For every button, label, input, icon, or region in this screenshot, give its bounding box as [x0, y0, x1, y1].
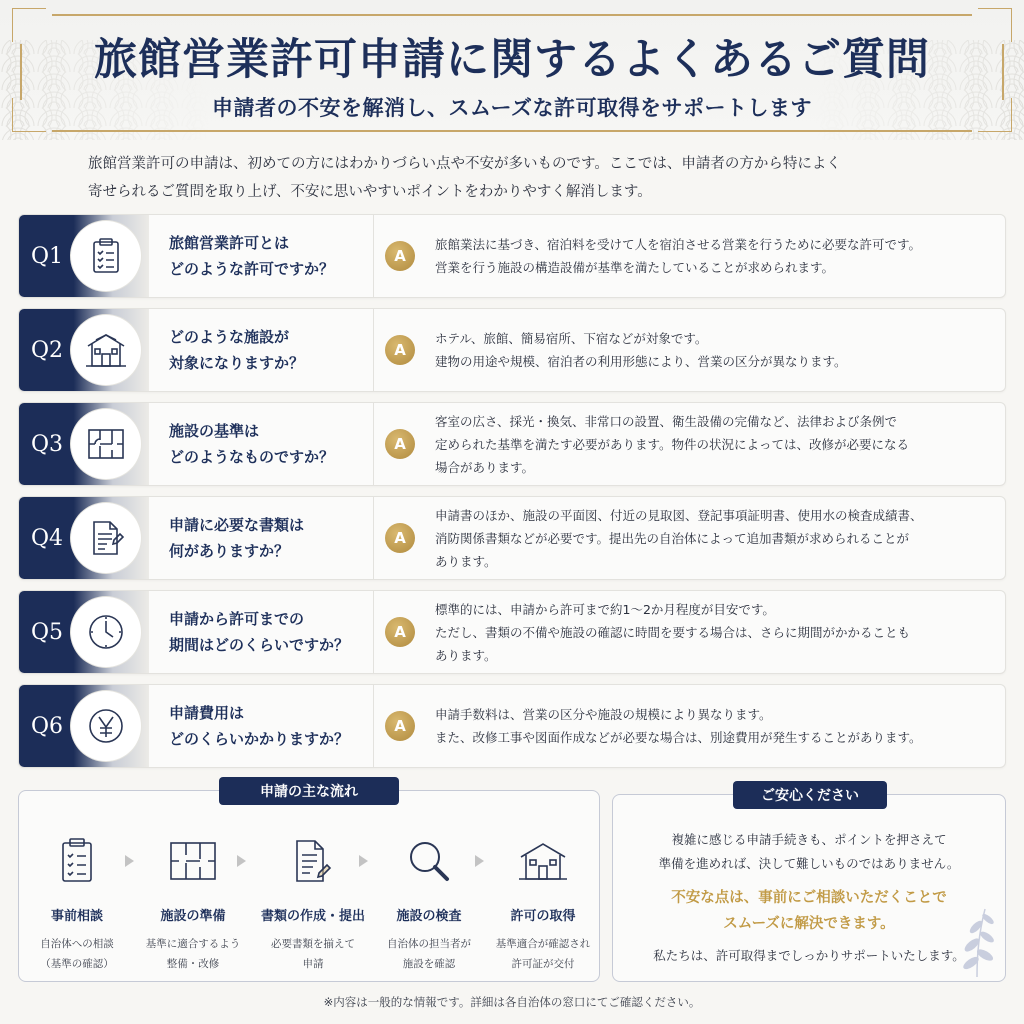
- answer-line: 消防関係書類などが必要です。提出先の自治体によって追加書類が求められることが: [435, 530, 910, 546]
- document-pen-icon: [253, 831, 373, 891]
- intro-line: 寄せられるご質問を取り上げ、不安に思いやすいポイントをわかりやすく解消します。: [88, 184, 652, 200]
- answer-badge: A: [385, 523, 415, 553]
- step-desc-line: 申請: [302, 958, 324, 970]
- step-desc: [369, 934, 489, 974]
- answer-text: [435, 215, 1000, 297]
- page-header: [0, 0, 1024, 140]
- divider: [373, 403, 374, 485]
- question-line: どのくらいかかりますか？: [169, 730, 350, 748]
- document-pen-icon: [71, 503, 141, 573]
- inn-building-icon: [483, 831, 603, 891]
- answer-badge: A: [385, 241, 415, 271]
- reassure-text: 私たちは、許可取得までしっかりサポートいたします。: [653, 948, 965, 963]
- leaf-sprig-icon: [955, 903, 999, 979]
- step-desc-line: 基準に適合するよう: [145, 938, 241, 950]
- answer-line: ホテル、旅館、簡易宿所、下宿などが対象です。: [435, 331, 708, 346]
- faq-item-q4[interactable]: [18, 496, 1006, 580]
- question-text: [169, 215, 374, 297]
- question-number: Q6: [30, 713, 64, 739]
- reassure-heading: ご安心ください: [733, 781, 887, 809]
- answer-badge: A: [385, 617, 415, 647]
- step-desc-line: 基準適合が確認され: [495, 938, 591, 950]
- question-text: [169, 497, 374, 579]
- question-text: [169, 309, 374, 391]
- answer-text: [435, 403, 1000, 485]
- inn-building-icon: [71, 315, 141, 385]
- flow-step: [17, 831, 137, 974]
- question-line: 対象になりますか？: [169, 354, 305, 372]
- answer-line: 建物の用途や規模、宿泊者の利用形態により、営業の区分が異なります。: [435, 354, 847, 369]
- step-desc-line: （基準の確認）: [40, 958, 114, 970]
- reassure-highlight: 不安な点は、事前にご相談いただくことで: [671, 890, 947, 906]
- flow-step: [133, 831, 253, 974]
- answer-line: 客室の広さ、採光・換気、非常口の設置、衛生設備の完備など、法律および条例で: [435, 413, 898, 429]
- answer-line: また、改修工事や図面作成などが必要な場合は、別途費用が発生することがあります。: [435, 730, 922, 745]
- step-desc-line: 必要書類を揃えて: [271, 938, 355, 950]
- checklist-clipboard-icon: [71, 221, 141, 291]
- answer-line: あります。: [435, 647, 497, 663]
- frame-bottom-line: [52, 130, 972, 132]
- faq-item-q5[interactable]: [18, 590, 1006, 674]
- checklist-clipboard-icon: [17, 831, 137, 891]
- intro-line: 旅館営業許可の申請は、初めての方にはわかりづらい点や不安が多いものです。ここでは、申請者の方から特によく: [88, 156, 841, 172]
- step-desc: [483, 934, 603, 974]
- flow-heading: 申請の主な流れ: [219, 777, 399, 805]
- question-number: Q3: [30, 431, 64, 457]
- answer-line: ただし、書類の不備や施設の確認に時間を要する場合は、さらに期間がかかることも: [435, 624, 911, 640]
- question-text: [169, 685, 374, 767]
- answer-text: [435, 685, 1000, 767]
- question-text: [169, 591, 374, 673]
- step-desc: [253, 934, 373, 974]
- answer-line: 場合があります。: [435, 459, 535, 475]
- answer-line: 申請書のほか、施設の平面図、付近の見取図、登記事項証明書、使用水の検査成績書、: [435, 507, 923, 523]
- step-desc-line: 自治体の担当者が: [387, 938, 471, 950]
- answer-badge: A: [385, 335, 415, 365]
- question-line: 期間はどのくらいですか？: [169, 636, 350, 654]
- footnote: ※内容は一般的な情報です。詳細は各自治体の窓口にてご確認ください。: [323, 995, 701, 1009]
- page-title: 旅館営業許可申請に関するよくあるご質問: [94, 35, 930, 85]
- question-number: Q4: [30, 525, 64, 551]
- step-title: 事前相談: [50, 909, 103, 924]
- reassure-highlight: スムーズに解決できます。: [723, 916, 895, 932]
- clock-icon: [71, 597, 141, 667]
- question-line: どのような施設が: [169, 328, 290, 346]
- question-line: どのようなものですか？: [169, 448, 335, 466]
- answer-badge: A: [385, 429, 415, 459]
- question-line: 申請に必要な書類は: [169, 516, 305, 534]
- reassure-text: 準備を進めれば、決して難しいものではありません。: [658, 856, 960, 871]
- arrow-right-icon: [359, 855, 368, 867]
- answer-line: 営業を行う施設の構造設備が基準を満たしていることが求められます。: [435, 260, 835, 275]
- magnifier-icon: [369, 831, 489, 891]
- divider: [373, 309, 374, 391]
- flow-step: [483, 831, 603, 974]
- reassure-text: 複雑に感じる申請手続きも、ポイントを押さえて: [671, 832, 947, 847]
- divider: [373, 497, 374, 579]
- answer-text: [435, 309, 1000, 391]
- answer-badge: A: [385, 711, 415, 741]
- step-desc-line: 自治体への相談: [40, 938, 114, 950]
- step-title: 書類の作成・提出: [260, 909, 365, 924]
- yen-coin-icon: [71, 691, 141, 761]
- application-flow-panel: [18, 784, 600, 982]
- faq-item-q6[interactable]: [18, 684, 1006, 768]
- flow-step: [369, 831, 489, 974]
- question-line: 施設の基準は: [169, 422, 260, 440]
- floor-plan-icon: [133, 831, 253, 891]
- question-number: Q1: [30, 243, 64, 269]
- step-desc-line: 整備・改修: [166, 958, 220, 970]
- question-line: どのような許可ですか？: [169, 260, 335, 278]
- arrow-right-icon: [237, 855, 246, 867]
- question-number: Q5: [30, 619, 64, 645]
- step-desc: [133, 934, 253, 974]
- answer-line: あります。: [435, 553, 497, 569]
- floor-plan-icon: [71, 409, 141, 479]
- answer-line: 定められた基準を満たす必要があります。物件の状況によっては、改修が必要になる: [435, 436, 910, 452]
- step-desc-line: 施設を確認: [402, 958, 456, 970]
- question-line: 何がありますか？: [169, 542, 290, 560]
- divider: [373, 685, 374, 767]
- step-desc-line: 許可証が交付: [511, 958, 575, 970]
- intro-text: [88, 150, 958, 206]
- answer-text: [435, 591, 1000, 673]
- step-title: 施設の準備: [160, 909, 226, 924]
- step-title: 許可の取得: [510, 909, 576, 924]
- frame-top-line: [52, 14, 972, 16]
- reassurance-panel: [612, 788, 1006, 982]
- step-desc: [17, 934, 137, 974]
- question-number: Q2: [30, 337, 64, 363]
- step-title: 施設の検査: [396, 909, 462, 924]
- divider: [373, 215, 374, 297]
- question-line: 旅館営業許可とは: [169, 234, 290, 252]
- question-line: 申請費用は: [169, 704, 245, 722]
- answer-line: 旅館業法に基づき、宿泊料を受けて人を宿泊させる営業を行うために必要な許可です。: [435, 237, 922, 252]
- divider: [373, 591, 374, 673]
- answer-line: 標準的には、申請から許可まで約1〜2か月程度が目安です。: [435, 601, 775, 617]
- question-text: [169, 403, 374, 485]
- question-line: 申請から許可までの: [169, 610, 305, 628]
- faq-item-q1[interactable]: [18, 214, 1006, 298]
- page-subtitle: 申請者の不安を解消し、スムーズな許可取得をサポートします: [212, 96, 812, 120]
- faq-item-q3[interactable]: [18, 402, 1006, 486]
- flow-step: [253, 831, 373, 974]
- answer-text: [435, 497, 1000, 579]
- answer-line: 申請手数料は、営業の区分や施設の規模により異なります。: [435, 707, 772, 722]
- faq-item-q2[interactable]: [18, 308, 1006, 392]
